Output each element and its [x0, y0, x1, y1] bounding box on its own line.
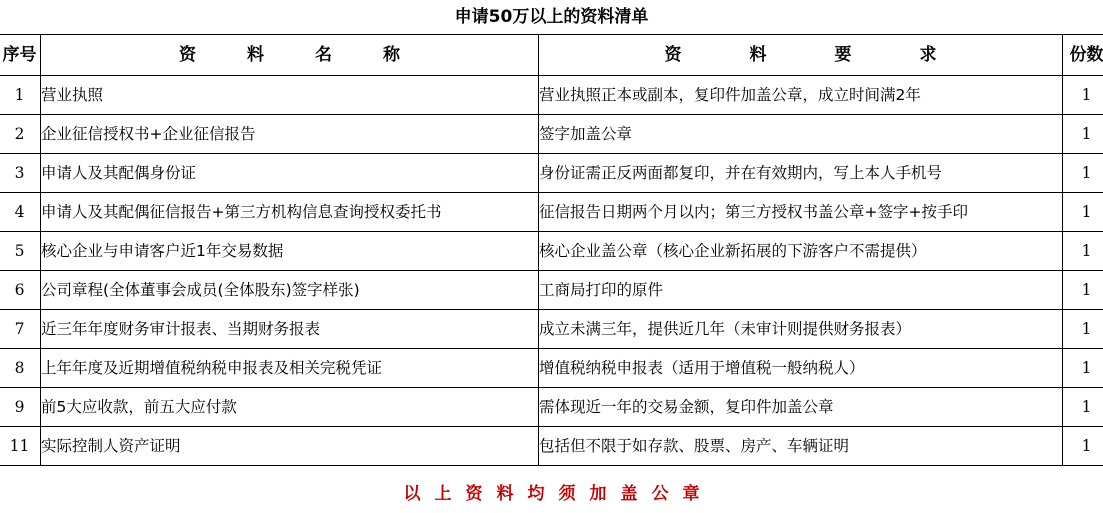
row-count: 1 — [1063, 388, 1103, 427]
row-seq: 9 — [0, 388, 41, 427]
row-requirement: 签字加盖公章 — [539, 115, 1063, 154]
column-header-name: 资 料 名 称 — [41, 35, 539, 76]
document-title: 申请50万以上的资料清单 — [454, 7, 649, 27]
row-seq: 1 — [0, 76, 41, 115]
row-requirement: 身份证需正反两面都复印，并在有效期内，写上本人手机号 — [539, 154, 1063, 193]
row-count: 1 — [1063, 271, 1103, 310]
document-table — [0, 34, 1103, 466]
row-name: 实际控制人资产证明 — [41, 427, 539, 466]
table-row — [0, 310, 1103, 349]
row-seq: 5 — [0, 232, 41, 271]
row-count: 1 — [1063, 154, 1103, 193]
table-row — [0, 271, 1103, 310]
table-row — [0, 349, 1103, 388]
row-name: 公司章程(全体董事会成员(全体股东)签字样张) — [41, 271, 539, 310]
table-header-row — [0, 35, 1103, 76]
row-count: 1 — [1063, 232, 1103, 271]
column-header-count: 份数 — [1063, 35, 1103, 76]
row-requirement: 核心企业盖公章（核心企业新拓展的下游客户不需提供） — [539, 232, 1063, 271]
row-requirement: 征信报告日期两个月以内；第三方授权书盖公章+签字+按手印 — [539, 193, 1063, 232]
column-header-requirement: 资 料 要 求 — [539, 35, 1063, 76]
row-requirement: 工商局打印的原件 — [539, 271, 1063, 310]
row-count: 1 — [1063, 76, 1103, 115]
row-count: 1 — [1063, 349, 1103, 388]
row-name: 申请人及其配偶身份证 — [41, 154, 539, 193]
row-requirement: 营业执照正本或副本，复印件加盖公章，成立时间满2年 — [539, 76, 1063, 115]
row-seq: 4 — [0, 193, 41, 232]
row-name: 核心企业与申请客户近1年交易数据 — [41, 232, 539, 271]
table-row — [0, 76, 1103, 115]
row-seq: 11 — [0, 427, 41, 466]
column-header-seq: 序号 — [0, 35, 41, 76]
row-name: 企业征信授权书+企业征信报告 — [41, 115, 539, 154]
row-count: 1 — [1063, 193, 1103, 232]
footer-note: 以上资料均须加盖公章 — [403, 484, 714, 504]
row-requirement: 成立未满三年，提供近几年（未审计则提供财务报表） — [539, 310, 1063, 349]
row-name: 前5大应收款，前五大应付款 — [41, 388, 539, 427]
row-seq: 7 — [0, 310, 41, 349]
table-row — [0, 232, 1103, 271]
row-requirement: 包括但不限于如存款、股票、房产、车辆证明 — [539, 427, 1063, 466]
table-row — [0, 154, 1103, 193]
row-name: 近三年年度财务审计报表、当期财务报表 — [41, 310, 539, 349]
row-seq: 3 — [0, 154, 41, 193]
row-requirement: 增值税纳税申报表（适用于增值税一般纳税人） — [539, 349, 1063, 388]
row-requirement: 需体现近一年的交易金额，复印件加盖公章 — [539, 388, 1063, 427]
row-name: 营业执照 — [41, 76, 539, 115]
row-seq: 2 — [0, 115, 41, 154]
row-seq: 6 — [0, 271, 41, 310]
table-row — [0, 427, 1103, 466]
row-count: 1 — [1063, 310, 1103, 349]
table-row — [0, 388, 1103, 427]
table-row — [0, 115, 1103, 154]
row-count: 1 — [1063, 115, 1103, 154]
table-row — [0, 193, 1103, 232]
row-name: 申请人及其配偶征信报告+第三方机构信息查询授权委托书 — [41, 193, 539, 232]
row-seq: 8 — [0, 349, 41, 388]
row-count: 1 — [1063, 427, 1103, 466]
row-name: 上年年度及近期增值税纳税申报表及相关完税凭证 — [41, 349, 539, 388]
